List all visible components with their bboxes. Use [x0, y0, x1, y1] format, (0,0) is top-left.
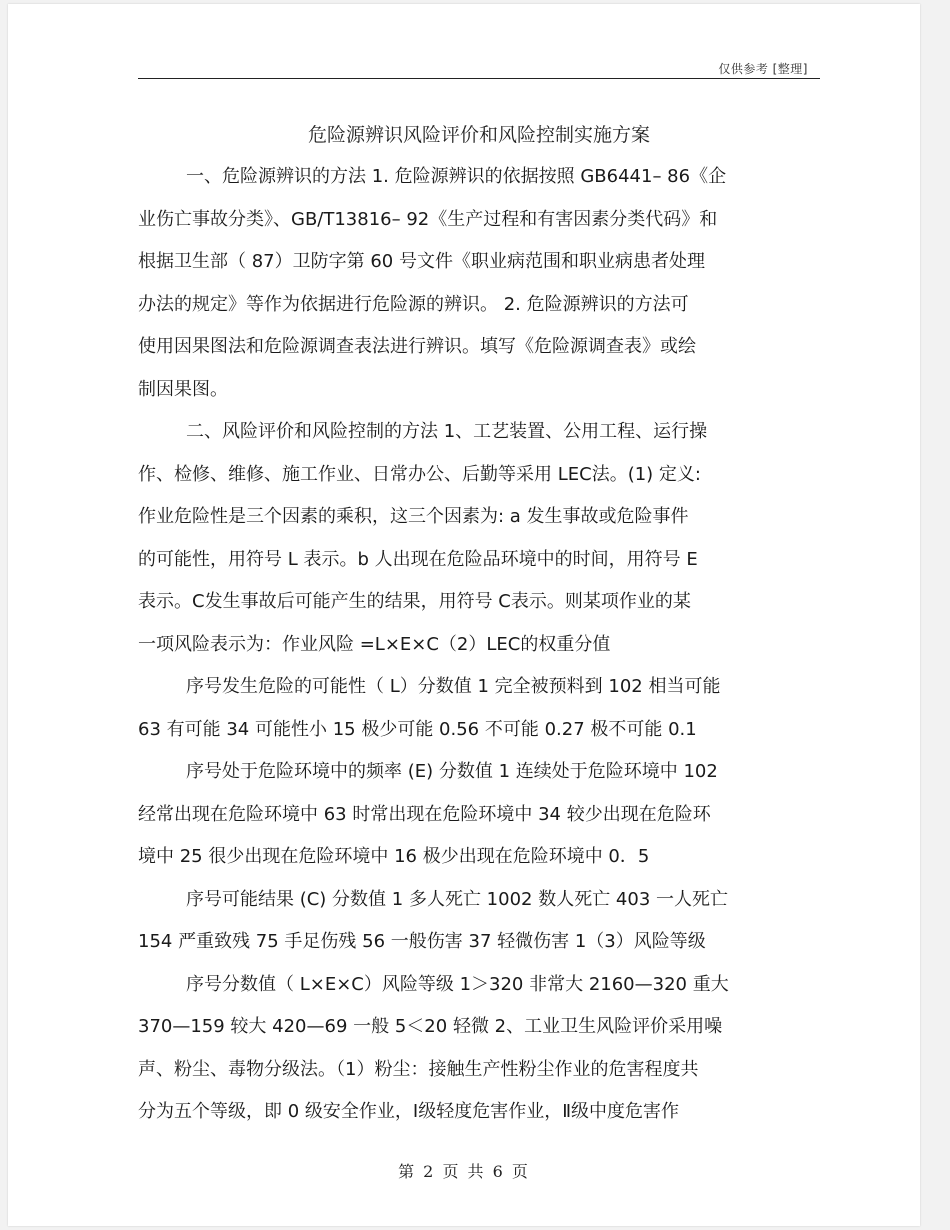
header-rule	[138, 78, 820, 79]
body-line: 声、粉尘、毒物分级法。（1）粉尘：接触生产性粉尘作业的危害程度共	[138, 1058, 699, 1080]
body-line: 序号可能结果 (C) 分数值 1 多人死亡 1002 数人死亡 403 一人死亡	[186, 888, 729, 910]
body-line: 370—159 较大 420—69 一般 5＜20 轻微 2、工业卫生风险评价采用噪	[138, 1016, 723, 1037]
body-line: 一、危险源辨识的方法 1. 危险源辨识的依据按照 GB6441– 86《企	[186, 166, 727, 187]
body-line: 制因果图。	[138, 378, 228, 400]
body-line: 序号分数值（ L×E×C）风险等级 1＞320 非常大 2160—320 重大	[186, 973, 729, 995]
body-line: 的可能性，用符号 L 表示。b 人出现在危险品环境中的时间，用符号 E	[138, 548, 698, 570]
document-page	[8, 4, 920, 1226]
body-line: 分为五个等级，即 0 级安全作业，Ⅰ级轻度危害作业，Ⅱ级中度危害作	[138, 1101, 680, 1122]
body-line: 作、检修、维修、施工作业、日常办公、后勤等采用 LEC法。(1) 定义:	[138, 463, 701, 485]
body-line: 154 严重致残 75 手足伤残 56 一般伤害 37 轻微伤害 1（3）风险等级	[138, 931, 706, 952]
document-body	[138, 156, 820, 1134]
document-title: 危险源辨识风险评价和风险控制实施方案	[307, 124, 650, 146]
body-line: 63 有可能 34 可能性小 15 极少可能 0.56 不可能 0.27 极不可能 0.1	[138, 718, 697, 740]
body-line: 序号处于危险环境中的频率 (E) 分数值 1 连续处于危险环境中 102	[186, 761, 718, 782]
page-footer: 第 2 页 共 6 页	[398, 1162, 530, 1181]
body-line: 使用因果图法和危险源调查表法进行辨识。填写《危险源调查表》或绘	[138, 336, 696, 357]
body-line: 表示。C发生事故后可能产生的结果，用符号 C表示。则某项作业的某	[138, 591, 691, 612]
body-line: 作业危险性是三个因素的乘积，这三个因素为: a 发生事故或危险事件	[138, 506, 689, 527]
body-line: 经常出现在危险环境中 63 时常出现在危险环境中 34 较少出现在危险环	[138, 803, 711, 825]
body-line: 业伤亡事故分类》、GB/T13816– 92《生产过程和有害因素分类代码》和	[138, 208, 718, 230]
body-line: 序号发生危险的可能性（ L）分数值 1 完全被预料到 102 相当可能	[186, 676, 721, 697]
body-line: 一项风险表示为：作业风险 =L×E×C（2）LEC的权重分值	[138, 633, 611, 655]
body-line: 二、风险评价和风险控制的方法 1、工艺装置、公用工程、运行操	[186, 421, 708, 442]
body-line: 根据卫生部（ 87）卫防字第 60 号文件《职业病范围和职业病患者处理	[138, 251, 705, 272]
body-line: 办法的规定》等作为依据进行危险源的辨识。 2. 危险源辨识的方法可	[138, 293, 689, 315]
page-header: 仅供参考 [整理]	[718, 62, 808, 76]
body-line: 境中 25 很少出现在危险环境中 16 极少出现在危险环境中 0．5	[138, 846, 650, 867]
